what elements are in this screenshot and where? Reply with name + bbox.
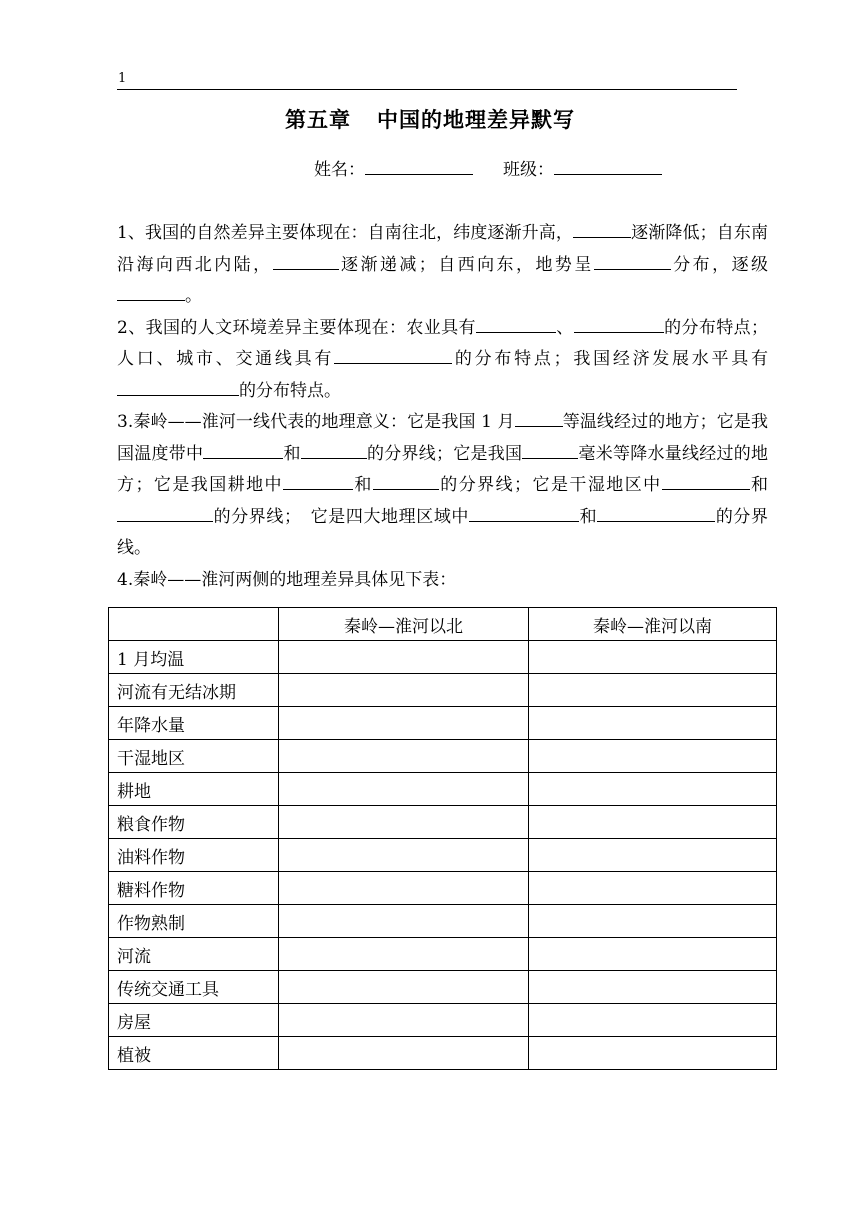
- row-label: 年降水量: [109, 707, 279, 740]
- answer-blank[interactable]: [573, 221, 631, 238]
- q2-text: 的分布特点；我国经济发展水平具有: [452, 349, 769, 369]
- header-cell-south: 秦岭—淮河以南: [529, 608, 777, 641]
- q3-text: 等温线经过的地方；它是我国温度带中: [117, 412, 769, 464]
- q3-text: 的分界线； 它是四大地理区域中: [213, 506, 470, 527]
- table-header-row: [109, 608, 777, 641]
- answer-blank[interactable]: [469, 505, 579, 522]
- answer-cell-south[interactable]: [529, 905, 777, 938]
- q1-text: 逐渐递减；自西向东，地势呈: [338, 254, 594, 275]
- table-row: [109, 806, 777, 839]
- q1-text: 。: [185, 286, 202, 306]
- answer-blank[interactable]: [373, 473, 439, 490]
- answer-blank[interactable]: [117, 379, 239, 396]
- answer-blank[interactable]: [273, 253, 339, 270]
- answer-cell-north[interactable]: [279, 872, 529, 905]
- q1-text: 逐渐降低；自东南沿海向西北内陆，: [117, 223, 769, 275]
- q3-text: 和: [579, 506, 598, 527]
- table-row: [109, 905, 777, 938]
- answer-blank[interactable]: [301, 442, 367, 459]
- table-row: [109, 1037, 777, 1070]
- answer-cell-north[interactable]: [279, 971, 529, 1004]
- answer-blank[interactable]: [594, 253, 671, 270]
- q2-text: 、: [555, 317, 574, 338]
- row-label: 干湿地区: [109, 740, 279, 773]
- question-body: [117, 218, 768, 596]
- answer-cell-south[interactable]: [529, 839, 777, 872]
- table-row: [109, 674, 777, 707]
- q3-text: 3.秦岭——淮河一线代表的地理意义：它是我国 1 月: [117, 412, 515, 432]
- student-info: [314, 155, 662, 180]
- answer-blank[interactable]: [476, 316, 556, 333]
- answer-cell-south[interactable]: [529, 938, 777, 971]
- comparison-table: [108, 607, 777, 1070]
- page-number: 1: [118, 71, 127, 86]
- answer-cell-south[interactable]: [529, 872, 777, 905]
- answer-cell-north[interactable]: [279, 740, 529, 773]
- answer-blank[interactable]: [515, 410, 563, 427]
- answer-cell-south[interactable]: [529, 773, 777, 806]
- answer-blank[interactable]: [117, 505, 213, 522]
- table-row: [109, 971, 777, 1004]
- q2-text: 的分布特点。: [239, 380, 341, 401]
- name-label: 姓名：: [314, 160, 365, 180]
- question-1: [117, 218, 768, 313]
- table-body: [109, 608, 777, 1070]
- answer-cell-north[interactable]: [279, 1004, 529, 1037]
- answer-blank[interactable]: [203, 442, 283, 459]
- q3-text: 和: [352, 475, 373, 495]
- table-row: [109, 773, 777, 806]
- q3-text: 和: [749, 475, 769, 495]
- answer-blank[interactable]: [597, 505, 715, 522]
- question-2: [117, 313, 768, 408]
- row-label: 糖料作物: [109, 872, 279, 905]
- q1-text: 分布，逐级: [670, 254, 769, 275]
- q2-text: 2、我国的人文环境差异主要体现在：农业具有: [117, 317, 476, 338]
- row-label: 油料作物: [109, 839, 279, 872]
- answer-cell-north[interactable]: [279, 641, 529, 674]
- answer-blank[interactable]: [574, 316, 664, 333]
- table-row: [109, 1004, 777, 1037]
- answer-cell-north[interactable]: [279, 905, 529, 938]
- title-subject: 中国的地理差异默写: [377, 108, 575, 132]
- answer-cell-south[interactable]: [529, 1037, 777, 1070]
- row-label: 粮食作物: [109, 806, 279, 839]
- table-row: [109, 740, 777, 773]
- table-row: [109, 707, 777, 740]
- q3-text: 的分界线；它是我国: [366, 443, 523, 464]
- header-cell: [109, 608, 279, 641]
- row-label: 作物熟制: [109, 905, 279, 938]
- answer-cell-south[interactable]: [529, 707, 777, 740]
- answer-cell-south[interactable]: [529, 971, 777, 1004]
- row-label: 河流有无结冰期: [109, 674, 279, 707]
- row-label: 传统交通工具: [109, 971, 279, 1004]
- class-blank[interactable]: [554, 156, 662, 175]
- answer-blank[interactable]: [334, 347, 452, 364]
- answer-cell-south[interactable]: [529, 1004, 777, 1037]
- question-4: 4.秦岭——淮河两侧的地理差异具体见下表：: [117, 569, 457, 590]
- header-cell-north: 秦岭—淮河以北: [279, 608, 529, 641]
- answer-cell-south[interactable]: [529, 674, 777, 707]
- answer-cell-north[interactable]: [279, 938, 529, 971]
- answer-cell-south[interactable]: [529, 806, 777, 839]
- page-title: [0, 104, 860, 134]
- table-row: [109, 938, 777, 971]
- answer-cell-north[interactable]: [279, 707, 529, 740]
- q3-text: 的分界线；它是干湿地区中: [438, 475, 662, 495]
- q1-text: 1、我国的自然差异主要体现在：自南往北，纬度逐渐升高，: [117, 223, 574, 243]
- answer-cell-north[interactable]: [279, 806, 529, 839]
- row-label: 植被: [109, 1037, 279, 1070]
- answer-blank[interactable]: [662, 473, 750, 490]
- answer-blank[interactable]: [117, 284, 185, 301]
- question-3: [117, 407, 768, 565]
- answer-blank[interactable]: [283, 473, 353, 490]
- row-label: 房屋: [109, 1004, 279, 1037]
- answer-cell-south[interactable]: [529, 740, 777, 773]
- q3-text: 和: [283, 443, 301, 464]
- row-label: 1 月均温: [109, 641, 279, 674]
- answer-cell-north[interactable]: [279, 839, 529, 872]
- answer-cell-north[interactable]: [279, 1037, 529, 1070]
- table-row: [109, 839, 777, 872]
- row-label: 河流: [109, 938, 279, 971]
- header-rule: [117, 89, 737, 90]
- q2-text: 的分布特点；人口、城市、交通线具有: [117, 317, 768, 369]
- answer-blank[interactable]: [522, 442, 578, 459]
- answer-cell-north[interactable]: [279, 773, 529, 806]
- table-row: [109, 641, 777, 674]
- table-row: [109, 872, 777, 905]
- q3-text: 毫米等降水量线经过的地方；它是我国耕地中: [117, 443, 768, 495]
- name-blank[interactable]: [365, 156, 473, 175]
- answer-cell-north[interactable]: [279, 674, 529, 707]
- row-label: 耕地: [109, 773, 279, 806]
- answer-cell-south[interactable]: [529, 641, 777, 674]
- title-chapter: 第五章: [285, 108, 351, 132]
- q3-text: 的分界线。: [117, 506, 769, 558]
- class-label: 班级：: [503, 160, 554, 180]
